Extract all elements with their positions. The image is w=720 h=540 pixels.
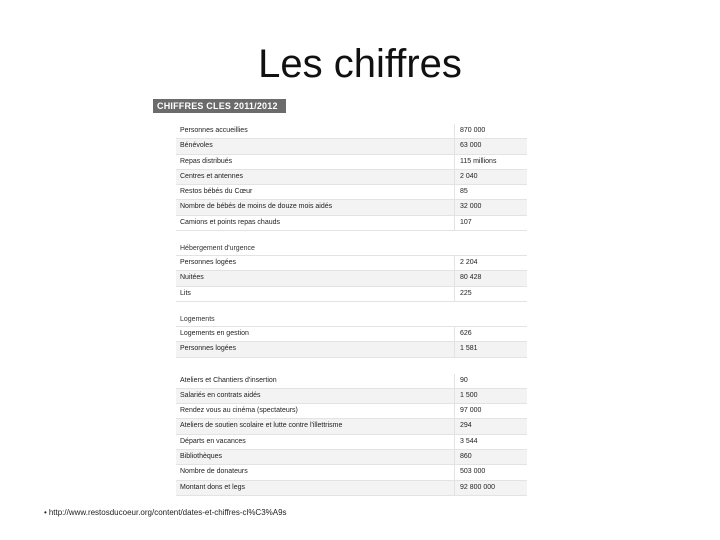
row-label: Centres et antennes: [176, 170, 455, 184]
bullet-icon: •: [44, 508, 47, 517]
row-value: 85: [460, 188, 468, 196]
row-value: 32 000: [460, 203, 482, 211]
row-value: 626: [460, 329, 472, 337]
row-value: 97 000: [460, 407, 482, 415]
section-rows: [176, 327, 527, 358]
row-label: Nuitées: [176, 271, 455, 285]
row-value: 860: [460, 453, 472, 461]
table-row: [176, 327, 527, 342]
row-value: 1 581: [460, 345, 478, 353]
row-value: 503 000: [460, 468, 486, 476]
table-row: [176, 185, 527, 200]
row-value: 115 millions: [460, 157, 497, 165]
row-label: Salariés en contrats aidés: [176, 389, 455, 403]
row-value: 90: [460, 376, 468, 384]
row-label: Bénévoles: [176, 139, 455, 153]
table-row: [176, 465, 527, 480]
row-value: 3 544: [460, 437, 478, 445]
table-row: [176, 124, 527, 139]
row-value: 107: [460, 218, 472, 226]
table-row: [176, 256, 527, 271]
row-label: Camions et points repas chauds: [176, 216, 455, 230]
section-rows: [176, 374, 527, 496]
table-row: [176, 342, 527, 357]
row-label: Lits: [176, 287, 455, 301]
table-row: [176, 155, 527, 170]
row-value: 1 500: [460, 391, 478, 399]
row-label: Personnes logées: [176, 342, 455, 356]
table-row: [176, 419, 527, 434]
key-figures-table: [153, 96, 527, 496]
row-label: Nombre de donateurs: [176, 465, 455, 479]
section-housing: [176, 312, 527, 358]
section-general: [176, 124, 527, 231]
table-row: [176, 200, 527, 215]
row-label: Personnes accueillies: [176, 124, 455, 138]
table-row: [176, 404, 527, 419]
section-rows: [176, 124, 527, 231]
table-row: [176, 216, 527, 231]
row-value: 225: [460, 289, 472, 297]
table-row: [176, 481, 527, 496]
table-row: [176, 287, 527, 302]
table-row: [176, 139, 527, 154]
row-value: 294: [460, 422, 472, 430]
section-other: [176, 374, 527, 496]
row-value: 870 000: [460, 127, 486, 134]
table-row: [176, 374, 527, 389]
row-label: Restos bébés du Cœur: [176, 185, 455, 199]
row-label: Personnes logées: [176, 256, 455, 270]
row-label: Ateliers de soutien scolaire et lutte contre l'illettrisme: [176, 419, 455, 433]
row-value: 92 800 000: [460, 483, 496, 491]
section-label: Logements: [176, 312, 527, 327]
row-label: Départs en vacances: [176, 435, 455, 449]
row-value: 63 000: [460, 142, 482, 150]
table-row: [176, 271, 527, 286]
table-row: [176, 389, 527, 404]
table-row: [176, 450, 527, 465]
row-label: Logements en gestion: [176, 327, 455, 341]
section-rows: [176, 256, 527, 302]
section-emergency-housing: [176, 241, 527, 302]
section-label: Hébergement d'urgence: [176, 241, 527, 256]
row-label: Bibliothèques: [176, 450, 455, 464]
row-label: Montant dons et legs: [176, 481, 455, 495]
table-row: [176, 435, 527, 450]
row-label: Ateliers et Chantiers d'insertion: [176, 374, 455, 388]
source-footnote: [44, 508, 287, 517]
row-label: Repas distribués: [176, 155, 455, 169]
row-value: 2 040: [460, 172, 478, 180]
slide-title: Les chiffres: [258, 42, 462, 86]
table-header: CHIFFRES CLES 2011/2012: [153, 99, 286, 113]
source-link[interactable]: http://www.restosducoeur.org/content/dates-et-chiffres-cl%C3%A9s: [48, 508, 287, 517]
row-label: Nombre de bébés de moins de douze mois aidés: [176, 200, 455, 214]
row-label: Rendez vous au cinéma (spectateurs): [176, 404, 455, 418]
row-value: 2 204: [460, 259, 478, 267]
row-value: 80 428: [460, 274, 482, 282]
table-row: [176, 170, 527, 185]
